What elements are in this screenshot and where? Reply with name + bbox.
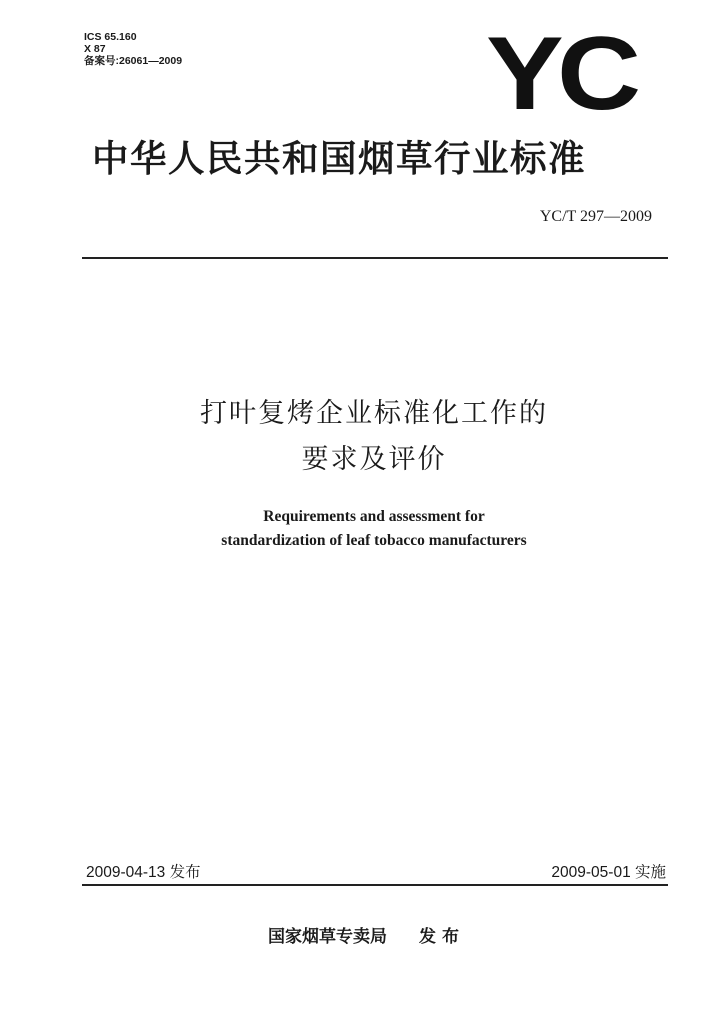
ics-code: ICS 65.160 xyxy=(84,31,137,43)
issue-date: 2009-04-13 发布 xyxy=(86,864,201,881)
issuing-authority xyxy=(268,926,465,948)
issuer-name: 国家烟草专卖局 xyxy=(268,927,387,947)
top-divider xyxy=(82,257,668,259)
industry-standard-title: 中华人民共和国烟草行业标准 xyxy=(92,137,586,180)
standard-number: YC/T 297—2009 xyxy=(539,208,652,225)
classification-code: X 87 xyxy=(84,43,106,55)
chinese-title-line-2: 要求及评价 xyxy=(301,444,447,475)
yc-logo: YC xyxy=(486,16,635,132)
bottom-divider xyxy=(82,884,668,886)
classification-block xyxy=(84,31,182,67)
issuer-action: 发布 xyxy=(419,927,465,947)
english-title-line-2: standardization of leaf tobacco manufacturers xyxy=(221,532,527,549)
english-title-line-1: Requirements and assessment for xyxy=(263,508,485,525)
filing-number: 备案号:26061—2009 xyxy=(84,55,183,67)
implementation-date: 2009-05-01 实施 xyxy=(551,864,666,881)
chinese-title-line-1: 打叶复烤企业标准化工作的 xyxy=(200,398,548,429)
